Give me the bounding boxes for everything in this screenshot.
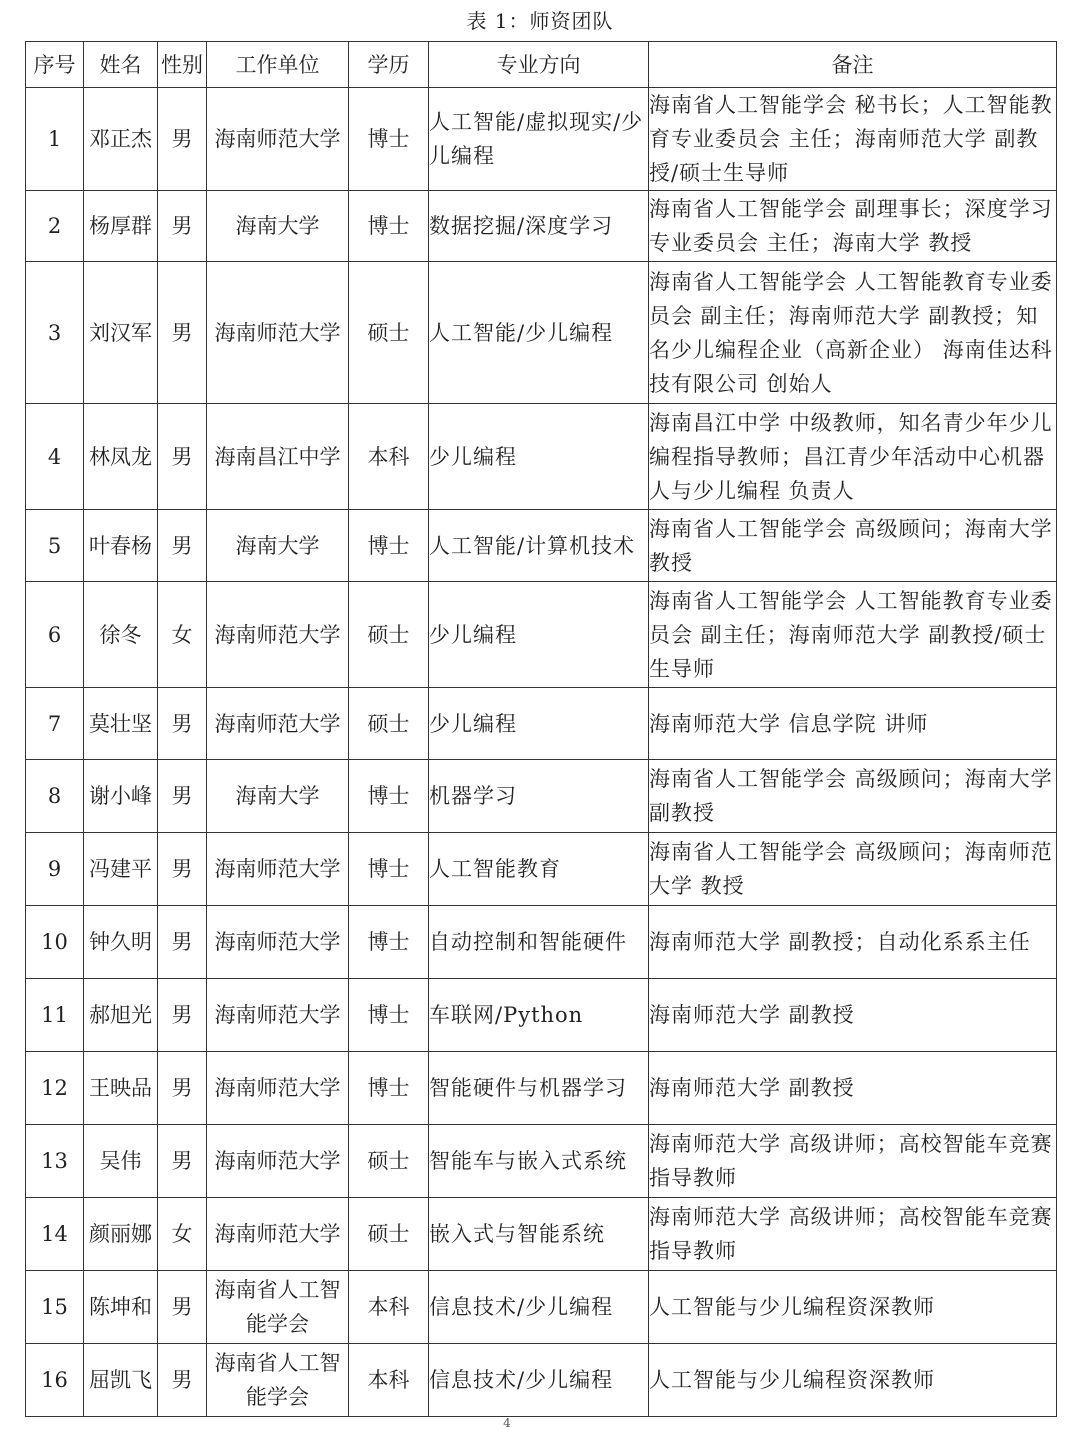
cell-unit: 海南师范大学 [207, 979, 349, 1052]
table-row [26, 191, 1057, 262]
cell-name: 颜丽娜 [84, 1198, 158, 1271]
cell-major: 人工智能教育 [429, 833, 649, 906]
cell-name: 王映品 [84, 1052, 158, 1125]
cell-gender: 男 [158, 688, 207, 760]
cell-major: 机器学习 [429, 760, 649, 833]
cell-note: 海南省人工智能学会 秘书长；人工智能教育专业委员会 主任；海南师范大学 副教授/硕士生导师 [649, 88, 1057, 191]
header-name: 姓名 [84, 42, 158, 88]
cell-gender: 男 [158, 1125, 207, 1198]
cell-major: 嵌入式与智能系统 [429, 1198, 649, 1271]
cell-major: 车联网/Python [429, 979, 649, 1052]
table-row [26, 688, 1057, 760]
table-row [26, 1271, 1057, 1344]
cell-name: 叶春杨 [84, 510, 158, 582]
cell-note: 海南昌江中学 中级教师，知名青少年少儿编程指导教师；昌江青少年活动中心机器人与少儿编程 负责人 [649, 404, 1057, 510]
cell-gender: 男 [158, 979, 207, 1052]
cell-degree: 硕士 [349, 1198, 429, 1271]
cell-major: 人工智能/虚拟现实/少儿编程 [429, 88, 649, 191]
cell-note: 海南省人工智能学会 人工智能教育专业委员会 副主任；海南师范大学 副教授；知名少儿编程企业（高新企业） 海南佳达科技有限公司 创始人 [649, 262, 1057, 404]
cell-degree: 博士 [349, 979, 429, 1052]
cell-degree: 博士 [349, 906, 429, 979]
header-gender: 性别 [158, 42, 207, 88]
table-row [26, 1125, 1057, 1198]
cell-index: 3 [26, 262, 84, 404]
cell-note: 海南省人工智能学会 高级顾问；海南大学 副教授 [649, 760, 1057, 833]
cell-unit: 海南省人工智能学会 [207, 1271, 349, 1344]
cell-major: 少儿编程 [429, 688, 649, 760]
cell-gender: 男 [158, 404, 207, 510]
cell-major: 少儿编程 [429, 582, 649, 688]
cell-degree: 硕士 [349, 262, 429, 404]
cell-degree: 博士 [349, 191, 429, 262]
table-row [26, 262, 1057, 404]
header-note: 备注 [649, 42, 1057, 88]
cell-unit: 海南省人工智能学会 [207, 1344, 349, 1417]
cell-name: 邓正杰 [84, 88, 158, 191]
table-caption: 表 1：师资团队 [466, 9, 614, 33]
cell-name: 钟久明 [84, 906, 158, 979]
cell-name: 徐冬 [84, 582, 158, 688]
table-row [26, 88, 1057, 191]
cell-major: 信息技术/少儿编程 [429, 1344, 649, 1417]
table-row [26, 582, 1057, 688]
cell-unit: 海南大学 [207, 760, 349, 833]
cell-index: 10 [26, 906, 84, 979]
cell-degree: 博士 [349, 510, 429, 582]
cell-name: 莫壮坚 [84, 688, 158, 760]
cell-name: 杨厚群 [84, 191, 158, 262]
cell-name: 吴伟 [84, 1125, 158, 1198]
cell-unit: 海南师范大学 [207, 1198, 349, 1271]
cell-gender: 男 [158, 510, 207, 582]
cell-name: 郝旭光 [84, 979, 158, 1052]
cell-major: 智能车与嵌入式系统 [429, 1125, 649, 1198]
cell-note: 海南省人工智能学会 副理事长；深度学习专业委员会 主任；海南大学 教授 [649, 191, 1057, 262]
header-major: 专业方向 [429, 42, 649, 88]
cell-index: 8 [26, 760, 84, 833]
cell-degree: 硕士 [349, 688, 429, 760]
table-row [26, 1198, 1057, 1271]
cell-index: 1 [26, 88, 84, 191]
cell-gender: 男 [158, 1052, 207, 1125]
cell-unit: 海南师范大学 [207, 1125, 349, 1198]
header-degree: 学历 [349, 42, 429, 88]
cell-note: 人工智能与少儿编程资深教师 [649, 1344, 1057, 1417]
cell-name: 谢小峰 [84, 760, 158, 833]
table-row [26, 404, 1057, 510]
table-row [26, 1052, 1057, 1125]
cell-degree: 博士 [349, 88, 429, 191]
cell-major: 数据挖掘/深度学习 [429, 191, 649, 262]
cell-name: 刘汉军 [84, 262, 158, 404]
cell-degree: 博士 [349, 760, 429, 833]
cell-index: 11 [26, 979, 84, 1052]
cell-unit: 海南师范大学 [207, 262, 349, 404]
cell-degree: 博士 [349, 1052, 429, 1125]
cell-major: 少儿编程 [429, 404, 649, 510]
cell-unit: 海南师范大学 [207, 1052, 349, 1125]
table-row [26, 833, 1057, 906]
cell-degree: 博士 [349, 833, 429, 906]
cell-index: 9 [26, 833, 84, 906]
cell-major: 智能硬件与机器学习 [429, 1052, 649, 1125]
cell-index: 16 [26, 1344, 84, 1417]
cell-unit: 海南大学 [207, 191, 349, 262]
cell-index: 12 [26, 1052, 84, 1125]
cell-name: 林凤龙 [84, 404, 158, 510]
cell-gender: 男 [158, 760, 207, 833]
cell-unit: 海南师范大学 [207, 582, 349, 688]
cell-note: 海南师范大学 副教授 [649, 979, 1057, 1052]
cell-index: 15 [26, 1271, 84, 1344]
cell-degree: 硕士 [349, 1125, 429, 1198]
cell-note: 海南师范大学 副教授 [649, 1052, 1057, 1125]
table-row [26, 510, 1057, 582]
cell-gender: 男 [158, 1271, 207, 1344]
cell-major: 人工智能/计算机技术 [429, 510, 649, 582]
cell-index: 13 [26, 1125, 84, 1198]
cell-index: 5 [26, 510, 84, 582]
cell-note: 海南师范大学 高级讲师；高校智能车竞赛 指导教师 [649, 1198, 1057, 1271]
cell-gender: 男 [158, 1344, 207, 1417]
page-number: 4 [503, 1416, 511, 1430]
cell-note: 海南省人工智能学会 高级顾问；海南师范大学 教授 [649, 833, 1057, 906]
cell-unit: 海南师范大学 [207, 688, 349, 760]
cell-degree: 硕士 [349, 582, 429, 688]
cell-name: 陈坤和 [84, 1271, 158, 1344]
cell-note: 人工智能与少儿编程资深教师 [649, 1271, 1057, 1344]
table-row [26, 979, 1057, 1052]
cell-major: 人工智能/少儿编程 [429, 262, 649, 404]
cell-note: 海南师范大学 信息学院 讲师 [649, 688, 1057, 760]
cell-unit: 海南大学 [207, 510, 349, 582]
table-row [26, 1344, 1057, 1417]
cell-major: 自动控制和智能硬件 [429, 906, 649, 979]
cell-gender: 男 [158, 262, 207, 404]
cell-name: 屈凯飞 [84, 1344, 158, 1417]
header-index: 序号 [26, 42, 84, 88]
faculty-table [25, 41, 1057, 1417]
cell-degree: 本科 [349, 404, 429, 510]
cell-gender: 男 [158, 191, 207, 262]
cell-index: 4 [26, 404, 84, 510]
cell-degree: 本科 [349, 1271, 429, 1344]
cell-note: 海南省人工智能学会 人工智能教育专业委员会 副主任；海南师范大学 副教授/硕士生导师 [649, 582, 1057, 688]
header-row [26, 42, 1057, 88]
cell-unit: 海南昌江中学 [207, 404, 349, 510]
table-row [26, 906, 1057, 979]
cell-note: 海南师范大学 高级讲师；高校智能车竞赛 指导教师 [649, 1125, 1057, 1198]
cell-index: 2 [26, 191, 84, 262]
cell-degree: 本科 [349, 1344, 429, 1417]
cell-note: 海南省人工智能学会 高级顾问；海南大学 教授 [649, 510, 1057, 582]
header-unit: 工作单位 [207, 42, 349, 88]
cell-note: 海南师范大学 副教授；自动化系系主任 [649, 906, 1057, 979]
cell-gender: 男 [158, 88, 207, 191]
cell-index: 14 [26, 1198, 84, 1271]
cell-gender: 男 [158, 833, 207, 906]
cell-unit: 海南师范大学 [207, 88, 349, 191]
cell-gender: 男 [158, 906, 207, 979]
cell-name: 冯建平 [84, 833, 158, 906]
cell-unit: 海南师范大学 [207, 833, 349, 906]
cell-major: 信息技术/少儿编程 [429, 1271, 649, 1344]
table-row [26, 760, 1057, 833]
cell-index: 6 [26, 582, 84, 688]
cell-gender: 女 [158, 582, 207, 688]
cell-unit: 海南师范大学 [207, 906, 349, 979]
cell-gender: 女 [158, 1198, 207, 1271]
cell-index: 7 [26, 688, 84, 760]
